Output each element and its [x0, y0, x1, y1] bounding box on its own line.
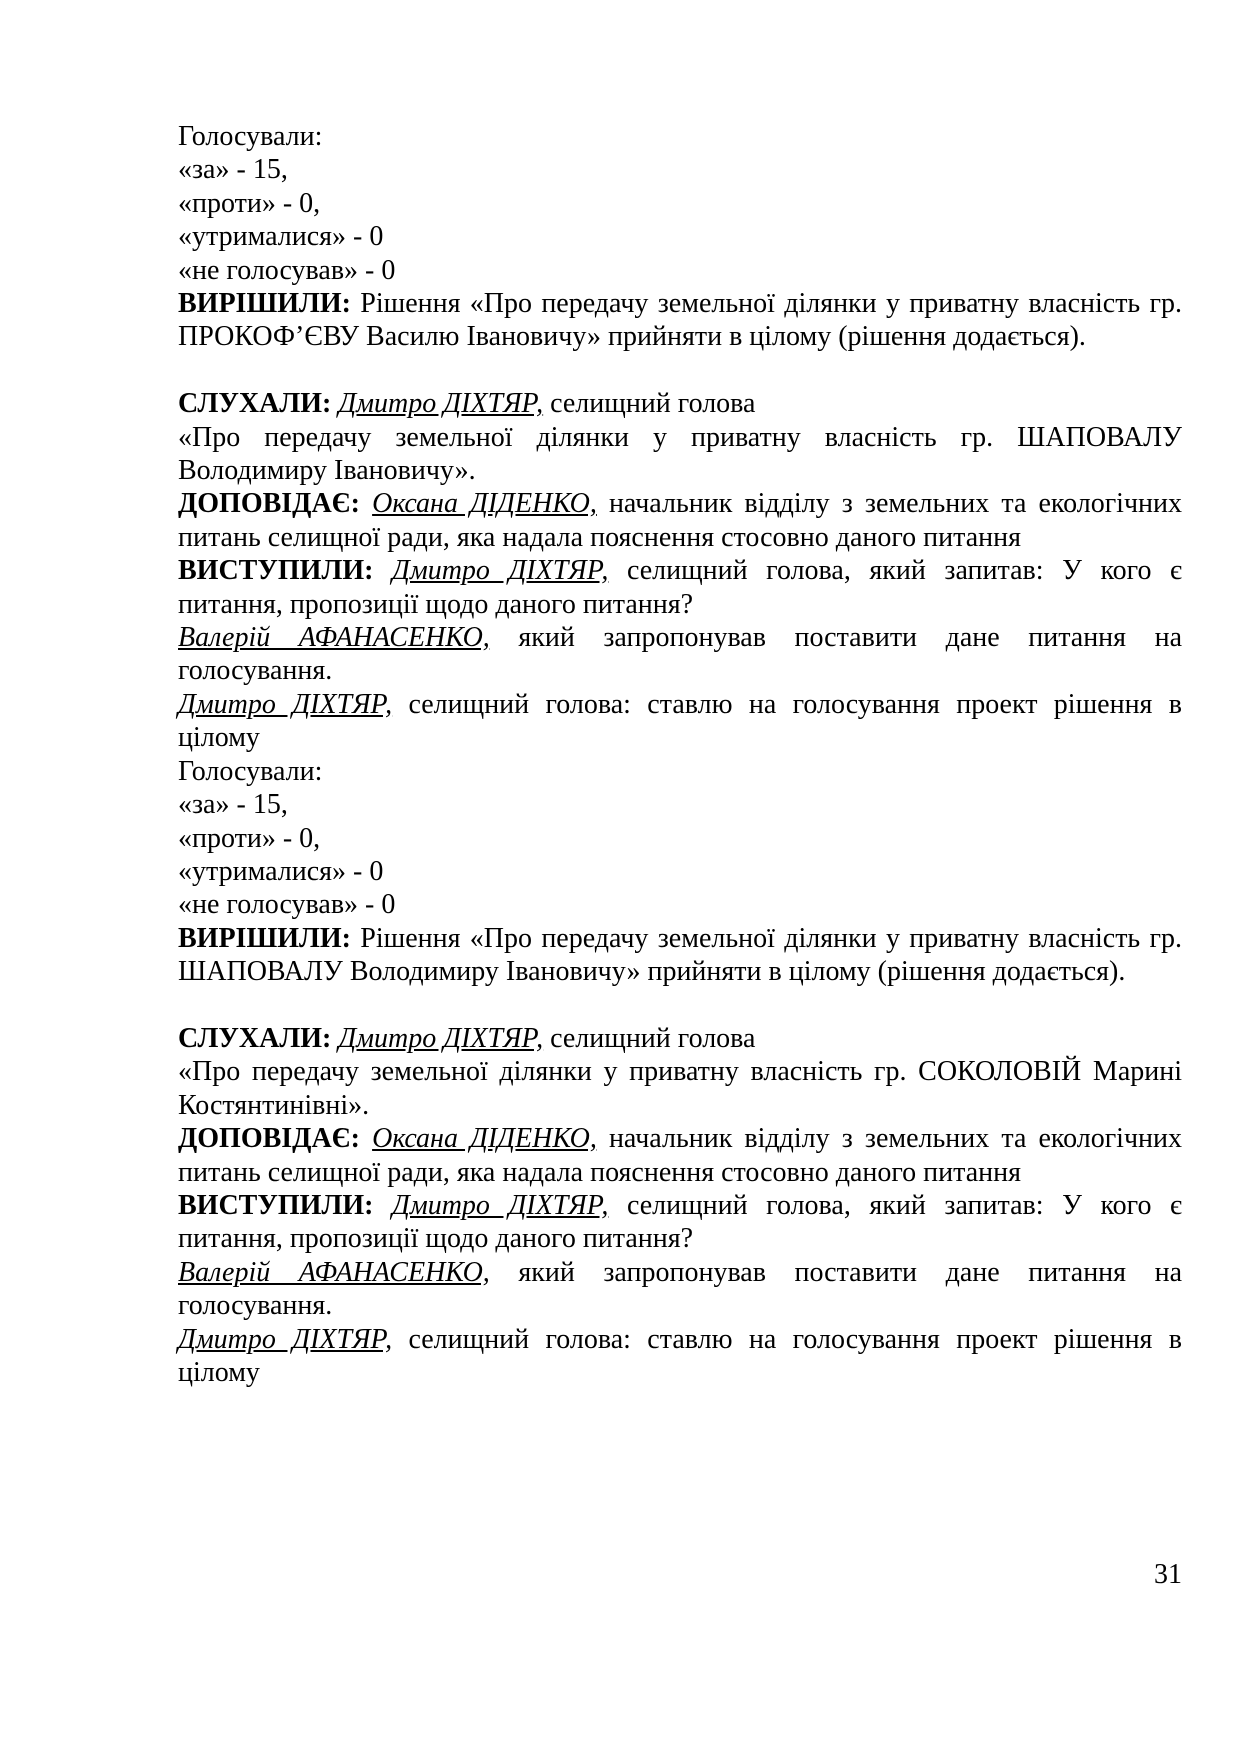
- vote-for: «за» - 15,: [178, 789, 288, 821]
- reporter-name: Оксана ДІДЕНКО,: [372, 488, 597, 520]
- reporter-text: начальник відділу з земельних та екологічних питань селищної ради, яка надала пояснення стосовно даного питання: [178, 488, 1183, 553]
- spoke-paragraph: [178, 1189, 1182, 1256]
- decision-text: Рішення «Про передачу земельної ділянки у приватну власність гр. ШАПОВАЛУ Володимиру Івановичу» прийняти в цілому (рішення додається).: [178, 922, 1183, 988]
- heard-label: СЛУХАЛИ:: [178, 1022, 332, 1054]
- head-name: Дмитро ДІХТЯР,: [392, 555, 609, 587]
- speaker-text: який запропонував поставити дане питання на голосування.: [178, 622, 1183, 687]
- vote-abstained: «утрималися» - 0: [178, 221, 384, 253]
- decision-paragraph: [178, 922, 1182, 989]
- head-name: Дмитро ДІХТЯР,: [338, 388, 544, 420]
- head-title: селищний голова: [550, 1022, 756, 1054]
- section-gap: [178, 989, 1182, 1022]
- spoke-label: ВИСТУПИЛИ:: [178, 1189, 374, 1221]
- voted-label: Голосували:: [178, 755, 323, 787]
- vote-for: «за» - 15,: [178, 154, 288, 186]
- heard-paragraph: [178, 387, 1182, 420]
- head-name: Дмитро ДІХТЯР,: [178, 1323, 393, 1355]
- head-name: Дмитро ДІХТЯР,: [392, 1189, 609, 1221]
- speaker-name: Валерій АФАНАСЕНКО,: [178, 622, 490, 654]
- decided-label: ВИРІШИЛИ:: [178, 922, 351, 954]
- section-gap: [178, 354, 1182, 387]
- head-title: селищний голова: [550, 388, 756, 420]
- vote-against: «проти» - 0,: [178, 187, 321, 219]
- topic-text: «Про передачу земельної ділянки у приватну власність гр. СОКОЛОВІЙ Марині Костянтинівні».: [178, 1056, 1182, 1121]
- reports-paragraph: [178, 487, 1182, 554]
- voted-label: Голосували:: [178, 121, 323, 152]
- protocol-text: [178, 120, 1182, 1389]
- vote-against: «проти» - 0,: [178, 822, 321, 854]
- topic-text: «Про передачу земельної ділянки у приватну власність гр. ШАПОВАЛУ Володимиру Івановичу».: [178, 421, 1182, 487]
- page-number: 31: [1154, 1559, 1182, 1590]
- head-question: селищний голова, який запитав: У кого є питання, пропозиції щодо даного питання?: [178, 555, 1183, 620]
- reporter-text: начальник відділу з земельних та екологічних питань селищної ради, яка надала пояснення стосовно даного питання: [178, 1123, 1183, 1188]
- decision-text: Рішення «Про передачу земельної ділянки у приватну власність гр. ПРОКОФ’ЄВУ Василю Івановичу» прийняти в цілому (рішення додається).: [178, 288, 1183, 353]
- heard-paragraph: [178, 1022, 1182, 1055]
- spoke-label: ВИСТУПИЛИ:: [178, 555, 374, 587]
- heard-label: СЛУХАЛИ:: [178, 388, 332, 420]
- spoke-paragraph: [178, 554, 1182, 621]
- decided-label: ВИРІШИЛИ:: [178, 288, 351, 320]
- speaker-paragraph: [178, 1256, 1182, 1323]
- vote-not-voted: «не голосував» - 0: [178, 254, 396, 286]
- reports-paragraph: [178, 1122, 1182, 1189]
- put-to-vote-text: селищний голова: ставлю на голосування проект рішення в цілому: [178, 688, 1183, 754]
- reports-label: ДОПОВІДАЄ:: [178, 1123, 360, 1155]
- put-to-vote-paragraph: [178, 688, 1182, 755]
- speaker-name: Валерій АФАНАСЕНКО,: [178, 1256, 490, 1288]
- vote-not-voted: «не голосував» - 0: [178, 889, 396, 921]
- head-question: селищний голова, який запитав: У кого є питання, пропозиції щодо даного питання?: [178, 1189, 1183, 1255]
- vote-abstained: «утрималися» - 0: [178, 855, 384, 887]
- speaker-text: який запропонував поставити дане питання на голосування.: [178, 1256, 1183, 1322]
- reports-label: ДОПОВІДАЄ:: [178, 488, 360, 520]
- put-to-vote-text: селищний голова: ставлю на голосування проект рішення в цілому: [178, 1323, 1183, 1388]
- reporter-name: Оксана ДІДЕНКО,: [372, 1123, 597, 1155]
- speaker-paragraph: [178, 621, 1182, 688]
- head-name: Дмитро ДІХТЯР,: [338, 1022, 544, 1054]
- decision-paragraph: [178, 287, 1182, 354]
- put-to-vote-paragraph: [178, 1323, 1182, 1390]
- head-name: Дмитро ДІХТЯР,: [178, 688, 393, 720]
